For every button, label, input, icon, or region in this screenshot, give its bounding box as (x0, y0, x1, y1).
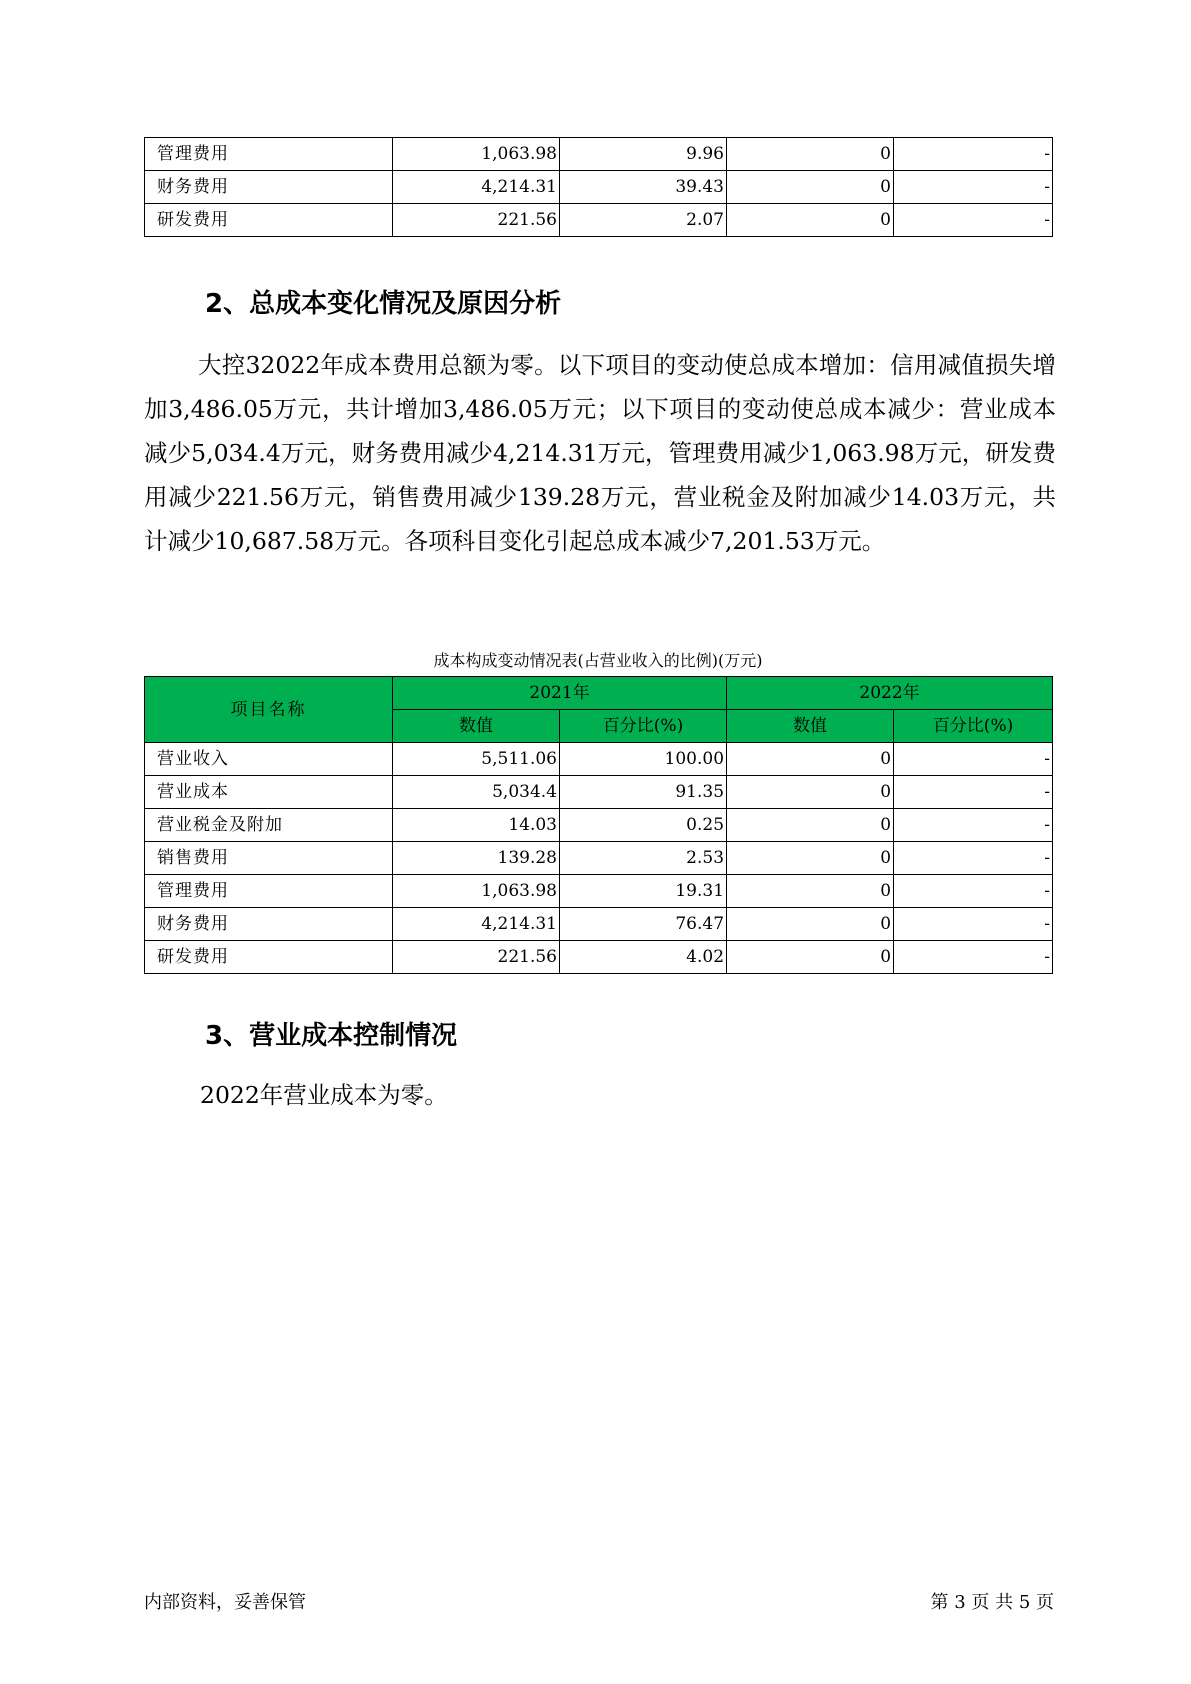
table-row (145, 875, 1053, 908)
value-2021: 139.28 (393, 842, 560, 875)
footer-page-number: 第 3 页 共 5 页 (930, 1592, 1054, 1613)
percent-2021: 39.43 (560, 171, 727, 204)
table-row (145, 908, 1053, 941)
header-percent-2021: 百分比(%) (560, 710, 727, 743)
percent-2021: 91.35 (560, 776, 727, 809)
header-value-2022: 数值 (727, 710, 894, 743)
value-2021: 1,063.98 (393, 875, 560, 908)
row-name: 营业税金及附加 (145, 809, 393, 842)
value-2021: 1,063.98 (393, 138, 560, 171)
value-2022: 0 (727, 875, 894, 908)
cost-table-body (145, 743, 1053, 974)
value-2021: 4,214.31 (393, 908, 560, 941)
table-caption: 成本构成变动情况表(占营业收入的比例)(万元) (433, 651, 763, 670)
value-2022: 0 (727, 941, 894, 974)
row-name: 管理费用 (145, 875, 393, 908)
value-2022: 0 (727, 138, 894, 171)
row-name: 研发费用 (145, 204, 393, 237)
percent-2021: 100.00 (560, 743, 727, 776)
percent-2021: 2.53 (560, 842, 727, 875)
row-name: 研发费用 (145, 941, 393, 974)
value-2021: 5,034.4 (393, 776, 560, 809)
percent-2022: - (894, 875, 1053, 908)
table-row (145, 171, 1053, 204)
row-name: 营业成本 (145, 776, 393, 809)
percent-2022: - (894, 743, 1053, 776)
value-2022: 0 (727, 204, 894, 237)
table-row (145, 776, 1053, 809)
percent-2022: - (894, 204, 1053, 237)
percent-2022: - (894, 776, 1053, 809)
header-value-2021: 数值 (393, 710, 560, 743)
top-table-body (145, 138, 1053, 237)
value-2021: 5,511.06 (393, 743, 560, 776)
row-name: 管理费用 (145, 138, 393, 171)
percent-2022: - (894, 842, 1053, 875)
percent-2022: - (894, 908, 1053, 941)
table-header (145, 677, 1053, 743)
value-2022: 0 (727, 842, 894, 875)
header-item-name: 项目名称 (145, 677, 393, 743)
value-2021: 14.03 (393, 809, 560, 842)
section-2-paragraph: 大控32022年成本费用总额为零。以下项目的变动使总成本增加：信用减值损失增加3,486.05万元，共计增加3,486.05万元；以下项目的变动使总成本减少：营业成本减少5,034.4万元，财务费用减少4,214.31万元，管理费用减少1,063.98万元，研发费用减少221.56万元，销售费用减少139.28万元，营业税金及附加减少14.03万元，共计减少10,687.58万元。各项科目变化引起总成本减少7,201.53万元。 (144, 351, 1056, 555)
value-2022: 0 (727, 809, 894, 842)
percent-2022: - (894, 809, 1053, 842)
cost-structure-table (144, 676, 1053, 974)
row-name: 财务费用 (145, 171, 393, 204)
percent-2021: 2.07 (560, 204, 727, 237)
value-2022: 0 (727, 171, 894, 204)
section-3-heading: 3、营业成本控制情况 (205, 1021, 458, 1051)
percent-2022: - (894, 941, 1053, 974)
table-row (145, 204, 1053, 237)
percent-2022: - (894, 138, 1053, 171)
percent-2021: 76.47 (560, 908, 727, 941)
header-year-2022: 2022年 (727, 677, 1053, 710)
table-row (145, 809, 1053, 842)
table-row (145, 743, 1053, 776)
percent-2021: 4.02 (560, 941, 727, 974)
table-row (145, 941, 1053, 974)
percent-2021: 9.96 (560, 138, 727, 171)
value-2022: 0 (727, 908, 894, 941)
value-2022: 0 (727, 776, 894, 809)
header-year-2021: 2021年 (393, 677, 727, 710)
value-2021: 221.56 (393, 204, 560, 237)
percent-2021: 0.25 (560, 809, 727, 842)
row-name: 营业收入 (145, 743, 393, 776)
value-2022: 0 (727, 743, 894, 776)
value-2021: 4,214.31 (393, 171, 560, 204)
table-row (145, 138, 1053, 171)
row-name: 销售费用 (145, 842, 393, 875)
table-row (145, 842, 1053, 875)
header-percent-2022: 百分比(%) (894, 710, 1053, 743)
value-2021: 221.56 (393, 941, 560, 974)
top-cost-table (144, 137, 1053, 237)
percent-2021: 19.31 (560, 875, 727, 908)
percent-2022: - (894, 171, 1053, 204)
section-3-paragraph: 2022年营业成本为零。 (200, 1081, 448, 1109)
footer-confidential-note: 内部资料，妥善保管 (144, 1592, 306, 1613)
section-2-heading: 2、总成本变化情况及原因分析 (205, 289, 562, 319)
row-name: 财务费用 (145, 908, 393, 941)
